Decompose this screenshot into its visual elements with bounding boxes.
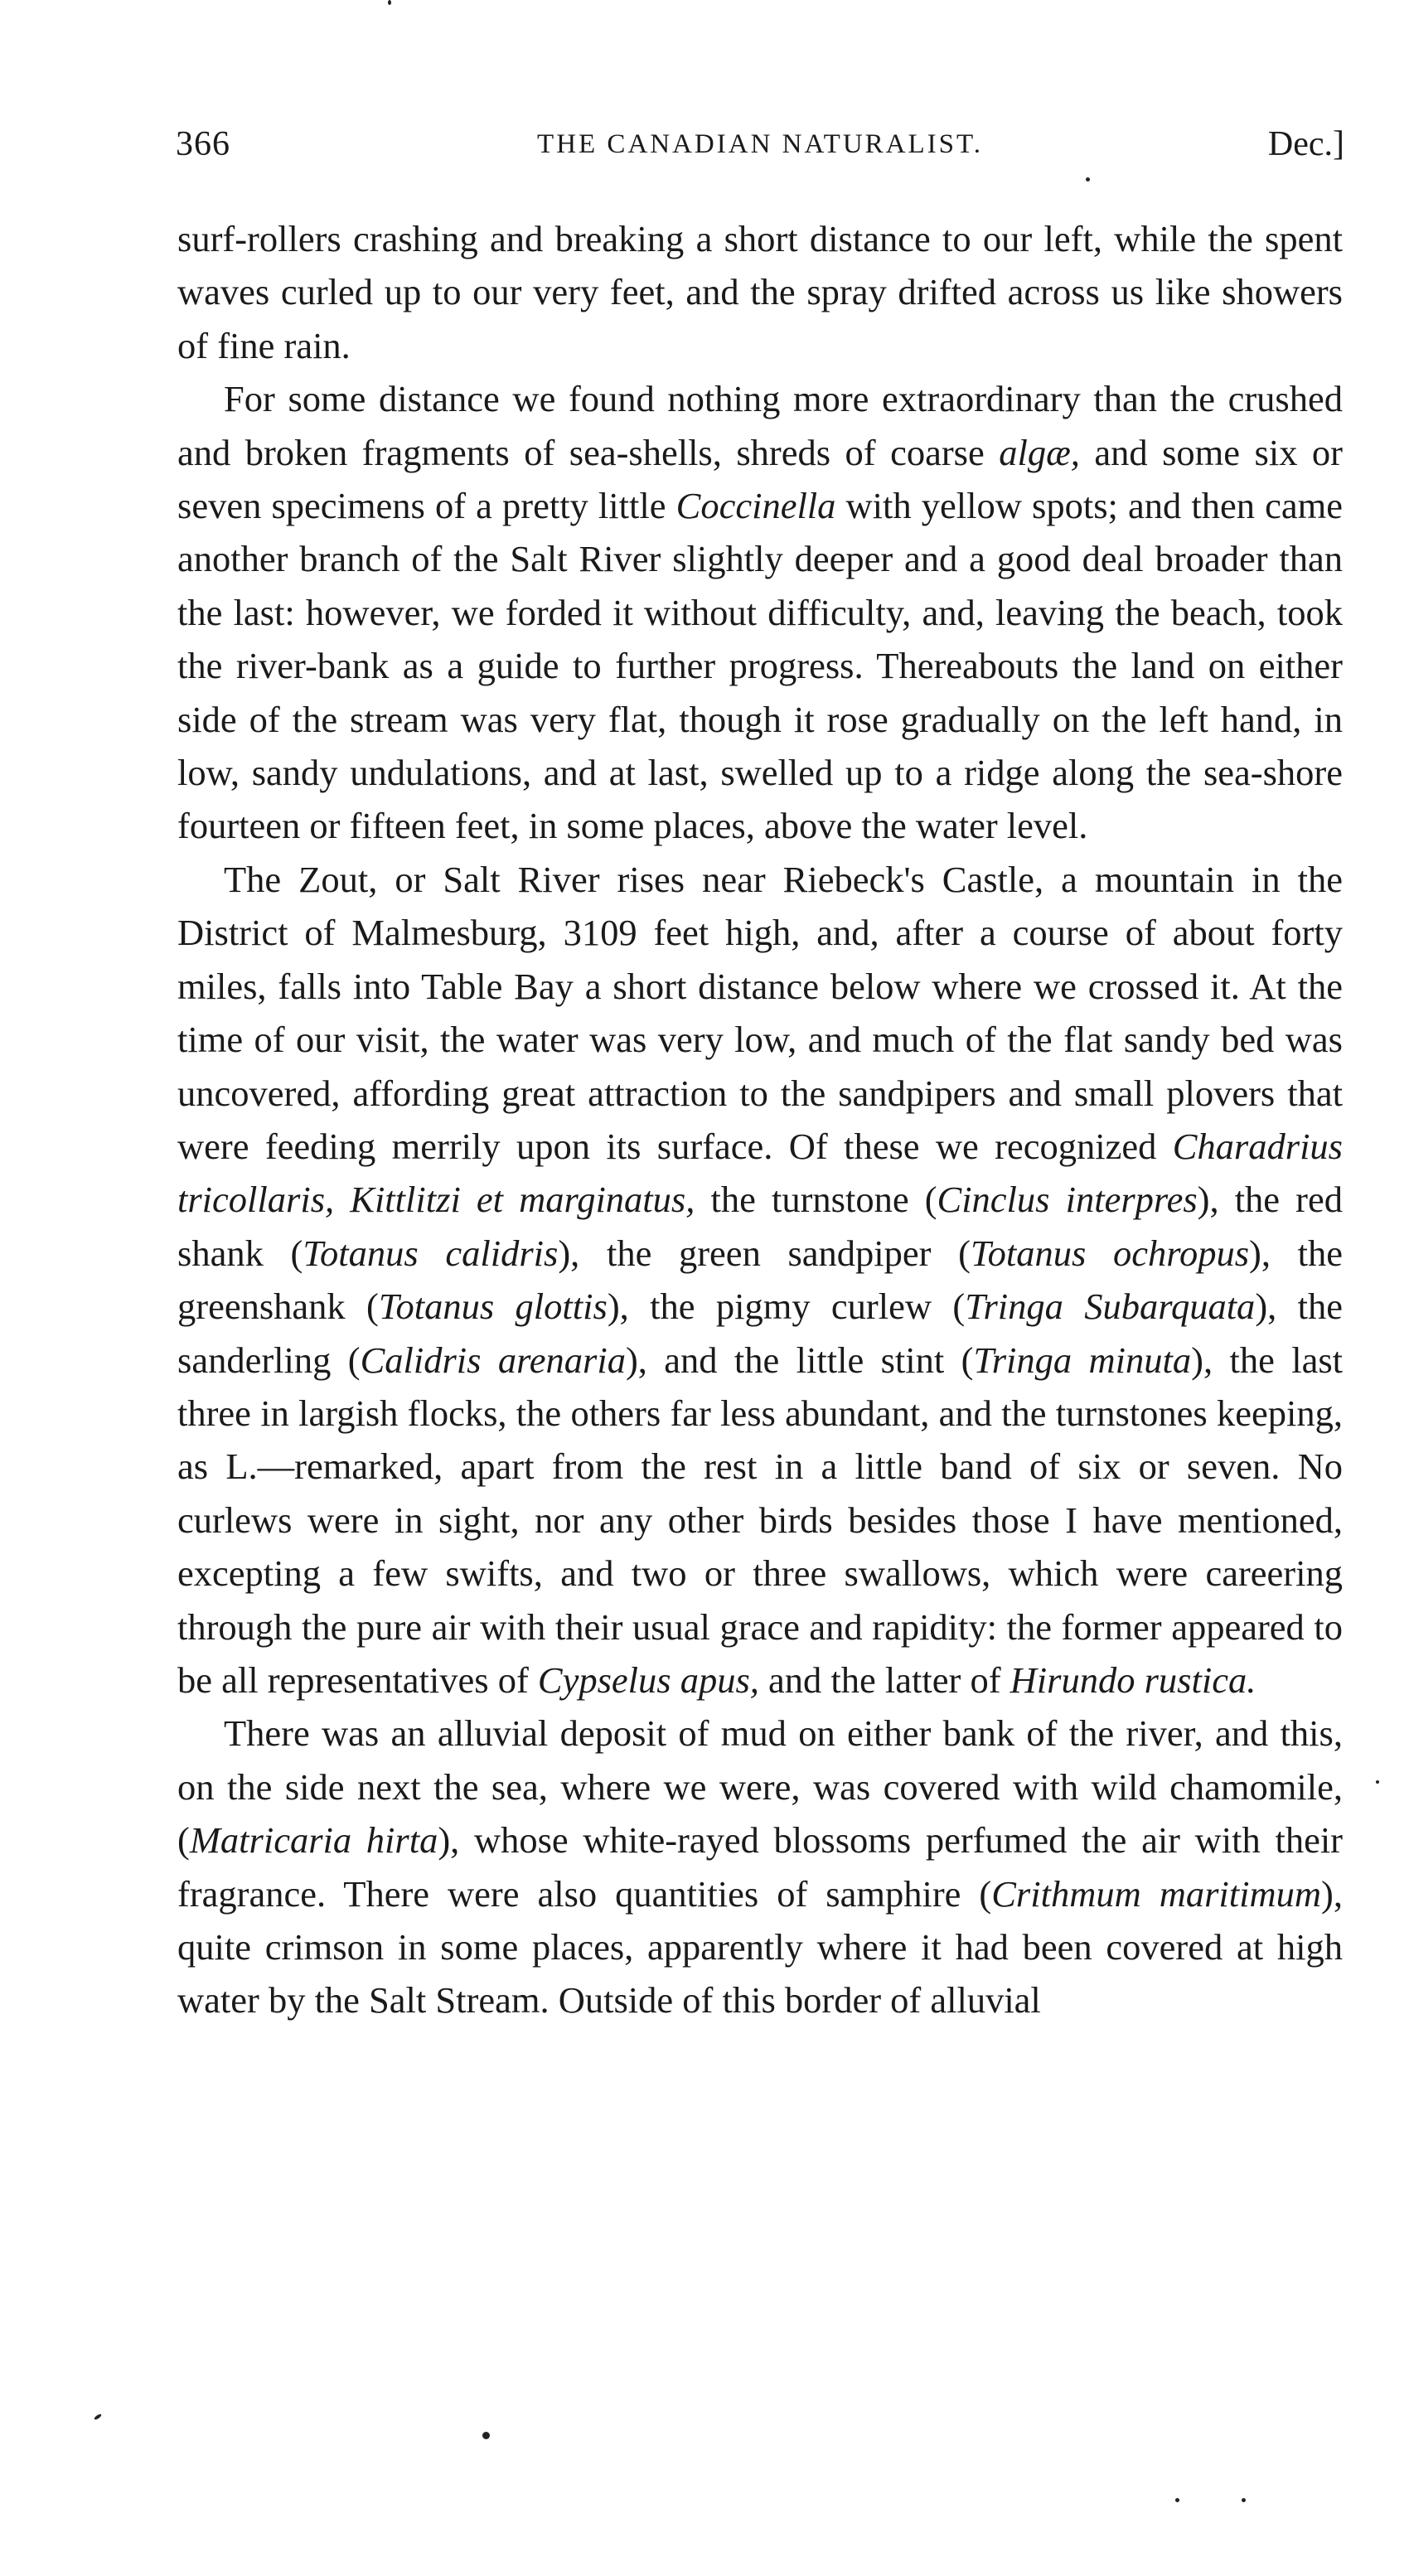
italic-term: Matricaria hirta — [189, 1819, 438, 1862]
italic-term: Crithmum maritimum — [991, 1872, 1322, 1915]
text-run: ), the sanderling ( — [177, 1286, 1343, 1381]
text-run: ), quite crimson in some places, apparently where it had been covered at high water by the Salt Stream. Outside of this border of alluvial — [177, 1872, 1343, 2022]
paragraph-p3 — [177, 853, 1343, 1707]
italic-term: Hirundo rustica. — [1010, 1658, 1256, 1701]
paragraph-p1 — [177, 212, 1343, 372]
text-run: the turnstone ( — [695, 1179, 937, 1221]
italic-term: Charadrius tricollaris, Kittlitzi et marginatus, — [177, 1125, 1343, 1221]
text-run: There was an alluvial deposit of mud on either bank of the river, and this, on the side next the sea, where we were, was covered with wild chamomile, ( — [177, 1712, 1343, 1862]
italic-term: Totanus ochropus — [971, 1232, 1250, 1274]
italic-term: algæ, — [999, 431, 1080, 473]
scan-speck — [482, 2432, 490, 2439]
text-run: ), and the little stint ( — [625, 1339, 974, 1381]
running-header — [176, 124, 1344, 182]
text-run: and some six or seven specimens of a pretty little — [177, 431, 1343, 527]
italic-term: Cinclus interpres — [937, 1179, 1198, 1221]
scan-speck — [1242, 2498, 1246, 2502]
italic-term: Totanus calidris — [303, 1232, 559, 1274]
text-run: For some distance we found nothing more extraordinary than the crushed and broken fragments of sea-shells, shreds of coarse — [177, 378, 1343, 473]
text-run: ), the green sandpiper ( — [558, 1232, 971, 1274]
text-run: surf-rollers crashing and breaking a short distance to our left, while the spent waves curled up to our very feet, and the spray drifted across us like showers of fine rain. — [177, 218, 1343, 366]
italic-term: Tringa Subarquata — [965, 1286, 1256, 1328]
text-run: ), the red shank ( — [177, 1179, 1343, 1274]
text-run: ), the pigmy curlew ( — [607, 1286, 966, 1328]
italic-term: Totanus glottis — [378, 1286, 608, 1328]
running-title: THE CANADIAN NATURALIST. — [537, 129, 983, 159]
italic-term: Tringa minuta — [973, 1339, 1192, 1381]
paragraph-p2 — [177, 372, 1343, 853]
scan-speck — [388, 0, 391, 5]
text-run: ), whose white-rayed blossoms perfumed the air with their fragrance. There were also quantities of samphire ( — [177, 1819, 1344, 1915]
scan-speck — [1175, 2498, 1179, 2502]
scan-speck — [94, 2413, 102, 2420]
date-mark: Dec.] — [1267, 125, 1344, 163]
scan-speck — [1376, 1780, 1379, 1784]
text-run: and the latter of — [758, 1658, 1010, 1701]
text-run: ), the greenshank ( — [177, 1232, 1344, 1328]
text-run: ), the last three in largish flocks, the others far less abundant, and the turnstones keeping, as L.—remarked, apart from the rest in a little band of six or seven. No curlews were in sight, nor any other birds besides those I have mentioned, excepting a few swifts, and two or three swallows, which were careering through the pure air with their usual grace and rapidity: the former appeared to be all representatives of — [177, 1339, 1344, 1701]
text-run: with yellow spots; and then came another branch of the Salt River slightly deeper and a good deal broader than the last: however, we forded it without difficulty, and, leaving the beach, took the river-bank as a guide to further progress. Thereabouts the land on either side of the stream was very flat, though it rose gradually on the left hand, in low, sandy undulations, and at last, swelled up to a ridge along the sea-shore fourteen or fifteen feet, in some places, above the water level. — [177, 485, 1344, 847]
paragraph-p4 — [177, 1707, 1343, 2026]
italic-term: Cypselus apus, — [537, 1658, 759, 1701]
text-run: The Zout, or Salt River rises near Riebeck's Castle, a mountain in the District of Malmesburg, 3109 feet high, and, after a course of about forty miles, falls into Table Bay a short distance below where we crossed it. At the time of our visit, the water was very low, and much of the flat sandy bed was uncovered, affording great attraction to the sandpipers and small plovers that were feeding merrily upon its surface. Of these we recognized — [177, 858, 1343, 1167]
scan-speck — [1086, 177, 1090, 182]
body-text — [177, 212, 1343, 2027]
page-number: 366 — [176, 125, 230, 163]
italic-term: Coccinella — [675, 485, 836, 527]
italic-term: Calidris arenaria — [360, 1339, 626, 1381]
